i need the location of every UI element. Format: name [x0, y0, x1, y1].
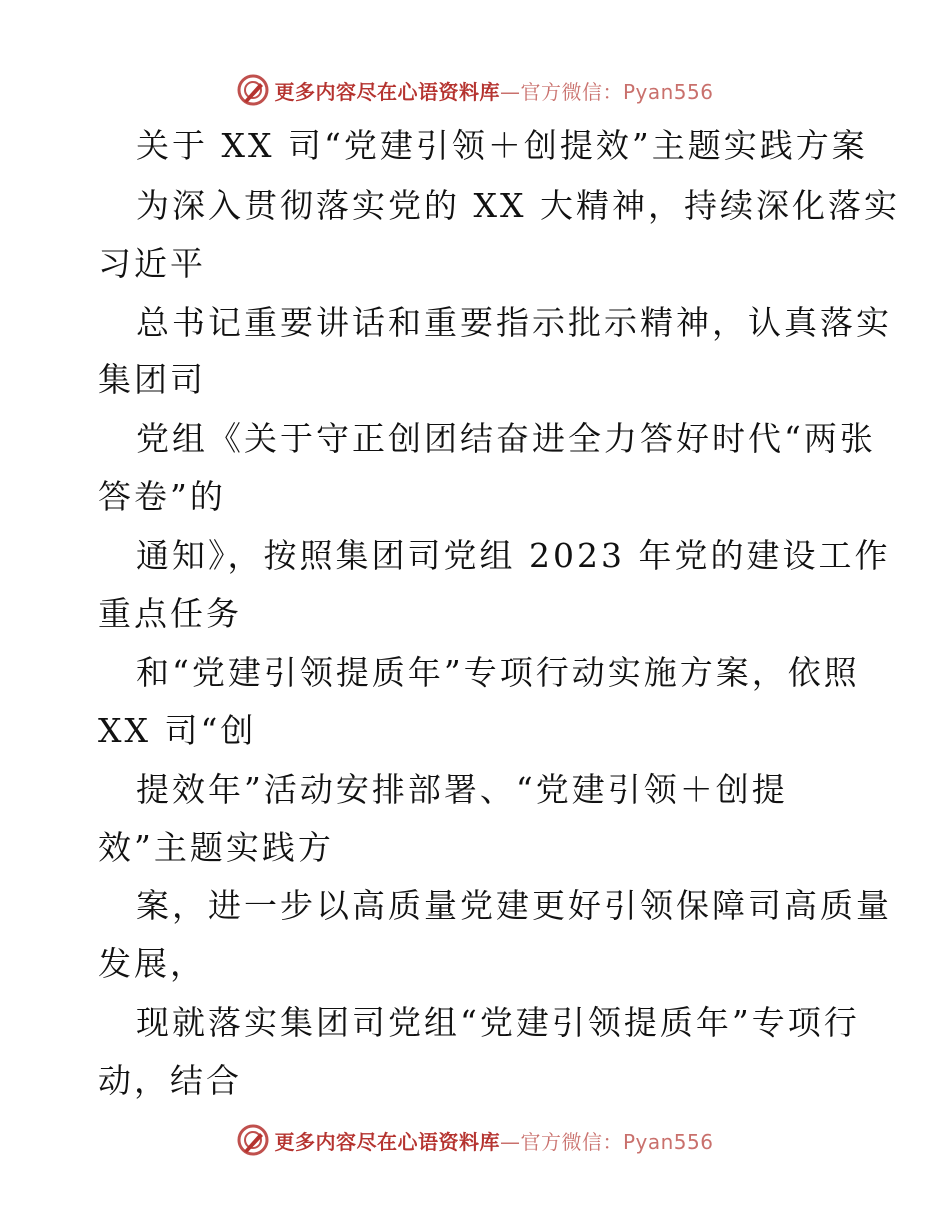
paragraph-line: 效”主题实践方	[98, 828, 334, 867]
paragraph-line: XX 司“创	[98, 711, 257, 750]
pen-logo-icon	[236, 1123, 270, 1157]
paragraph-line: 党组《关于守正创团结奋进全力答好时代“两张	[136, 419, 876, 458]
paragraph-line: 现就落实集团司党组“党建引领提质年”专项行	[136, 1003, 860, 1042]
paragraph-line: 发展，	[98, 944, 206, 983]
paragraph-line: 通知》，按照集团司党组 2023 年党的建设工作	[136, 536, 891, 575]
paragraph-line: 为深入贯彻落实党的 XX 大精神，持续深化落实	[136, 186, 900, 225]
footer-watermark-banner	[0, 1120, 950, 1160]
banner-site-name: 更多内容尽在心语资料库	[274, 1129, 500, 1154]
paragraph-line: 答卷”的	[98, 477, 226, 516]
paragraph-line: 重点任务	[98, 594, 242, 633]
paragraph-line: 和“党建引领提质年”专项行动实施方案，依照	[136, 653, 860, 692]
paragraph-line: 习近平	[98, 244, 206, 283]
banner-text	[274, 1126, 713, 1155]
paragraph-line: 动，结合	[98, 1061, 242, 1100]
paragraph-line: 提效年”活动安排部署、“党建引领＋创提	[136, 770, 788, 809]
banner-site-name: 更多内容尽在心语资料库	[274, 79, 500, 104]
banner-wechat: —官方微信：Pyan556	[499, 79, 714, 104]
banner-wechat: —官方微信：Pyan556	[499, 1129, 714, 1154]
paragraph-line: 总书记重要讲话和重要指示批示精神，认真落实	[136, 303, 892, 342]
paragraph-line: 案，进一步以高质量党建更好引领保障司高质量	[136, 886, 892, 925]
paragraph-line: 集团司	[98, 360, 206, 399]
document-title: 关于 XX 司“党建引领＋创提效”主题实践方案	[136, 126, 868, 165]
